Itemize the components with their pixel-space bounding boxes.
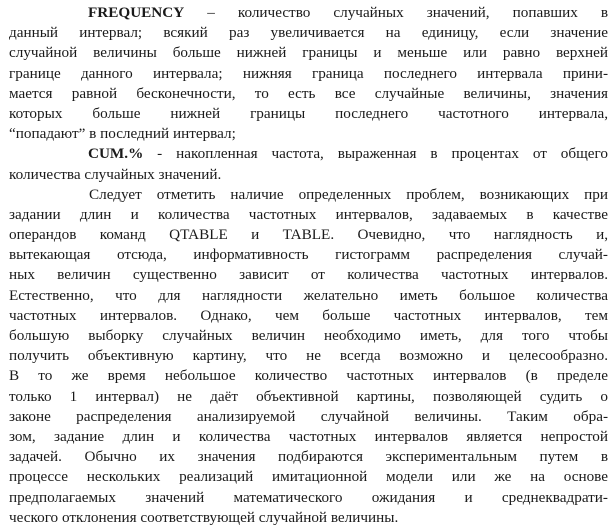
text-line: “попадают” в последний интервал; [9,125,236,143]
text-line: задании длин и количества частотных интервалов, задаваемых в качестве [9,205,608,223]
text-line: частотных интервалов. Однако, чем больше частотных интервалов, тем [9,306,608,324]
text-line: предполагаемых значений математического ожидания и среднеквадрати- [9,488,608,506]
text-line: получить объективную картину, что не всегда возможно и целесообразно. [9,347,608,365]
text-line: Естественно, что для наглядности желательно иметь большое количества [9,286,608,304]
text-line: случайной величины больше нижней границы и меньше или равно верхней [9,44,608,62]
paragraph-cum [9,144,608,184]
text-line: большую выборку случайных величин необходимо иметь, для того чтобы [9,327,608,344]
term-frequency: FREQUENCY [88,4,185,21]
text-line: зом, задание длин и количества частотных интервалов является непростой [9,427,608,445]
text-line: мается равной бесконечности, то есть все случайные величины, значения [9,84,608,102]
text-line: процессе нескольких реализаций имитационной модели или же на основе [9,468,608,486]
text-fragment: – количество случайных значений, попавших в [184,4,608,21]
text-fragment: - накопленная частота, выраженная в процентах от общего [143,145,608,163]
text-line: законе распределения анализируемой случайной величины. Таким обра- [9,407,608,425]
term-cum: CUM.% [88,145,144,163]
text-line: только 1 интервал) не даёт объективной картины, позволяющей судить о [9,387,608,405]
text-line: количества случайных значений. [9,165,222,183]
text-line [9,3,608,23]
paragraph-body [9,185,608,528]
text-line [9,144,608,164]
text-line: ческого отклонения соответствующей случайной величины. [9,508,399,526]
text-line: которых больше нижней границы последнего частотного интервала, [9,104,608,122]
paragraph-frequency [9,3,608,144]
text-line: данный интервал; всякий раз увеличивается на единицу, если значение [9,24,608,42]
text-line: В то же время небольшое количество частотных интервалов (в пределе [9,367,608,385]
text-line: ных величин существенно зависит от количества частотных интервалов. [9,266,608,284]
text-line: границе данного интервала; нижняя граница последнего интервала прини- [9,64,608,82]
text-line: операндов команд QTABLE и TABLE. Очевидно, что наглядность и, [9,226,608,244]
text-line: Следует отметить наличие определенных проблем, возникающих при [89,185,608,203]
text-line: вытекающая отсюда, информативность гистограмм распределения случай- [9,246,608,264]
text-line: задачей. Обычно их значения подбираются экспериментальным путем в [9,448,608,466]
